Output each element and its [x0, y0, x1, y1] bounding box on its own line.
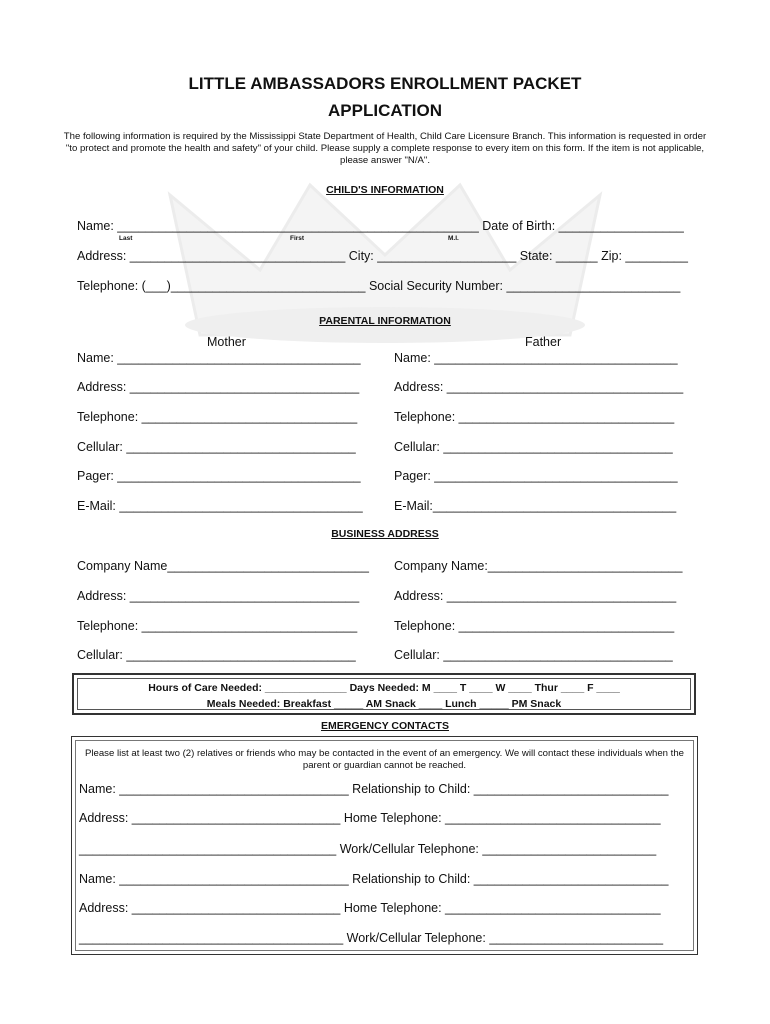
childs-information-heading: CHILD'S INFORMATION	[326, 184, 444, 196]
child-address-field[interactable]: Address: _______________________________ City: ____________________ State: ______ Zip: _________	[77, 249, 688, 263]
hours-of-care-box	[72, 673, 696, 715]
document-title: LITTLE AMBASSADORS ENROLLMENT PACKET	[188, 74, 582, 93]
father-pager-field[interactable]: Pager: ___________________________________	[394, 469, 678, 483]
mother-pager-field[interactable]: Pager: ___________________________________	[77, 469, 361, 483]
father-cellular-field[interactable]: Cellular: _________________________________	[394, 440, 673, 454]
father-telephone-field[interactable]: Telephone: _______________________________	[394, 410, 675, 424]
middle-initial-caption: M.I.	[448, 235, 459, 242]
mother-business-address-field[interactable]: Address: _________________________________	[77, 589, 360, 603]
emergency-note: Please list at least two (2) relatives or friends who may be contacted in the event of an emergency. We will contact these individuals when the parent or guardian cannot be reached.	[84, 748, 685, 771]
father-business-cellular-field[interactable]: Cellular: _________________________________	[394, 648, 673, 662]
mother-name-field[interactable]: Name: ___________________________________	[77, 351, 361, 365]
mother-business-telephone-field[interactable]: Telephone: _______________________________	[77, 619, 358, 633]
intro-paragraph: The following information is required by the Mississippi State Department of Health, Child Care Licensure Branch. This information is requested in order "to protect and promote the health and safety" of your child. Please supply a complete response to every item on this form. If the item is not applicable, please answer "N/A".	[63, 131, 707, 166]
mother-email-field[interactable]: E-Mail: ___________________________________	[77, 499, 363, 513]
emergency-contact-1-work-telephone-field[interactable]: _____________________________________ Work/Cellular Telephone: _________________________	[79, 842, 657, 856]
first-name-caption: First	[290, 235, 305, 242]
hours-days-needed-line[interactable]: Hours of Care Needed: ______________ Days Needed: M ____ T ____ W ____ Thur ____ F ____	[148, 682, 620, 694]
emergency-contact-2-name-field[interactable]: Name: _________________________________ Relationship to Child: ____________________________	[79, 872, 669, 886]
business-address-heading: BUSINESS ADDRESS	[331, 528, 439, 540]
child-telephone-field[interactable]: Telephone: (___)____________________________ Social Security Number: _________________________	[77, 279, 681, 293]
emergency-contact-1-name-field[interactable]: Name: _________________________________ Relationship to Child: ____________________________	[79, 782, 669, 796]
emergency-contact-2-address-field[interactable]: Address: ______________________________ Home Telephone: _______________________________	[79, 901, 661, 915]
mother-cellular-field[interactable]: Cellular: _________________________________	[77, 440, 356, 454]
mother-business-cellular-field[interactable]: Cellular: _________________________________	[77, 648, 356, 662]
last-name-caption: Last	[119, 235, 133, 242]
father-company-name-field[interactable]: Company Name:____________________________	[394, 559, 683, 573]
child-name-field[interactable]: Name: ____________________________________________________ Date of Birth: __________________	[77, 219, 684, 233]
father-business-telephone-field[interactable]: Telephone: _______________________________	[394, 619, 675, 633]
mother-address-field[interactable]: Address: _________________________________	[77, 380, 360, 394]
hours-of-care-inner-border	[77, 678, 691, 710]
father-column-label: Father	[525, 335, 562, 349]
emergency-contact-1-address-field[interactable]: Address: ______________________________ Home Telephone: _______________________________	[79, 811, 661, 825]
document-subtitle: APPLICATION	[328, 101, 442, 120]
crown-watermark	[150, 175, 620, 355]
father-address-field[interactable]: Address: __________________________________	[394, 380, 684, 394]
mother-company-name-field[interactable]: Company Name_____________________________	[77, 559, 369, 573]
mother-telephone-field[interactable]: Telephone: _______________________________	[77, 410, 358, 424]
emergency-contacts-heading: EMERGENCY CONTACTS	[321, 720, 449, 732]
mother-column-label: Mother	[207, 335, 246, 349]
father-name-field[interactable]: Name: ___________________________________	[394, 351, 678, 365]
emergency-contact-2-work-telephone-field[interactable]: ______________________________________ Work/Cellular Telephone: _________________________	[79, 931, 664, 945]
father-email-field[interactable]: E-Mail:___________________________________	[394, 499, 677, 513]
meals-needed-line[interactable]: Meals Needed: Breakfast _____ AM Snack ____ Lunch _____ PM Snack	[206, 698, 562, 710]
parental-information-heading: PARENTAL INFORMATION	[319, 315, 451, 327]
father-business-address-field[interactable]: Address: _________________________________	[394, 589, 677, 603]
